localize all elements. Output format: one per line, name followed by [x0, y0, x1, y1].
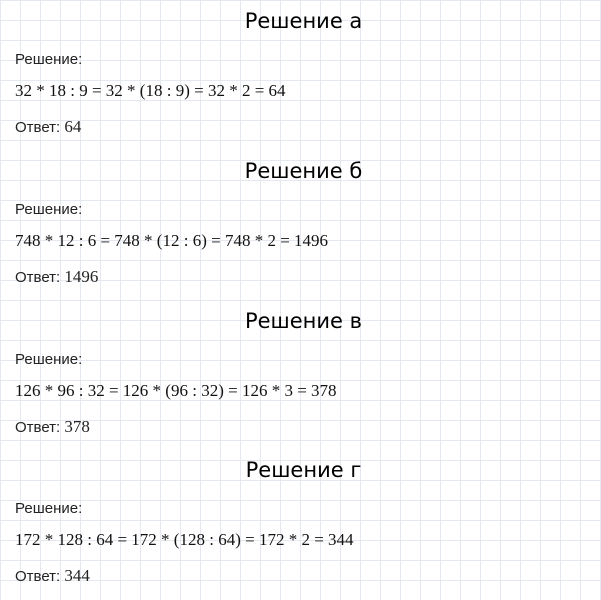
- solution-title: Решение а: [244, 9, 363, 33]
- solution-label: Решение:: [15, 351, 83, 368]
- answer-label: Ответ:: [15, 119, 65, 136]
- answer-value: 378: [64, 417, 90, 436]
- solution-formula: 32 * 18 : 9 = 32 * (18 : 9) = 32 * 2 = 64: [15, 81, 286, 100]
- solution-title: Решение г: [245, 458, 362, 482]
- solution-section-a: [0, 0, 601, 150]
- answer-value: 1496: [64, 267, 99, 286]
- solution-formula: 748 * 12 : 6 = 748 * (12 : 6) = 748 * 2 = 1496: [15, 231, 329, 250]
- solution-answer: [15, 267, 98, 287]
- solution-section-b: [0, 150, 601, 300]
- solution-answer: [15, 566, 90, 586]
- answer-value: 344: [64, 566, 90, 585]
- answer-label: Ответ:: [15, 269, 65, 286]
- solution-formula: 126 * 96 : 32 = 126 * (96 : 32) = 126 * 3 = 378: [15, 381, 337, 400]
- solution-label: Решение:: [15, 201, 83, 218]
- solution-title: Решение б: [244, 159, 363, 183]
- answer-value: 64: [64, 117, 82, 136]
- solution-answer: [15, 417, 90, 437]
- solution-title: Решение в: [244, 309, 363, 333]
- answer-label: Ответ:: [15, 568, 65, 585]
- solution-answer: [15, 117, 81, 137]
- solution-formula: 172 * 128 : 64 = 172 * (128 : 64) = 172 * 2 = 344: [15, 530, 354, 549]
- answer-label: Ответ:: [15, 419, 65, 436]
- solution-label: Решение:: [15, 51, 83, 68]
- solution-label: Решение:: [15, 500, 83, 517]
- solution-section-g: [0, 449, 601, 599]
- solution-section-v: [0, 300, 601, 450]
